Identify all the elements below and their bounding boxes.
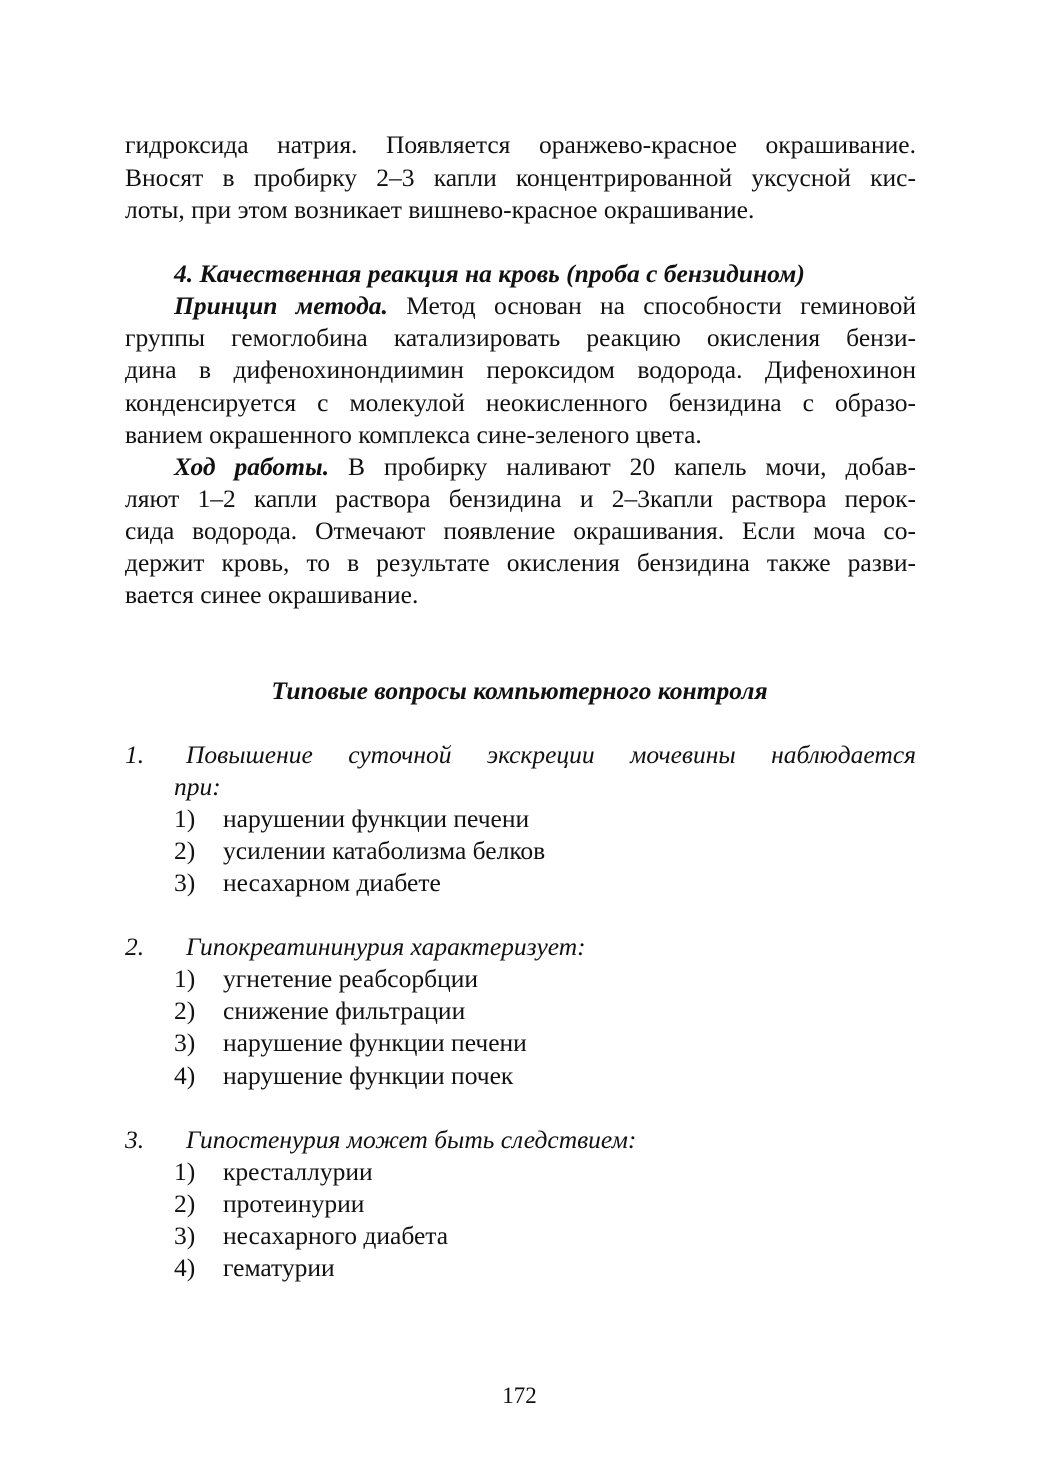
procedure-line: сида водорода. Отмечают появление окрашивания. Если моча со-: [125, 516, 916, 545]
page-number: 172: [502, 1383, 537, 1408]
principle-line: группы гемоглобина катализировать реакцию окисления бензи-: [125, 323, 916, 352]
option-text: гематурии: [223, 1253, 335, 1282]
option-text: кресталлурии: [223, 1157, 373, 1186]
principle-line: дина в дифенохинондиимин пероксидом водорода. Дифенохинон: [125, 355, 916, 384]
procedure-first-text: В пробирку наливают 20 капель мочи, добав-: [329, 452, 917, 481]
question-number: 2.: [125, 932, 145, 961]
option-number: 3): [174, 1221, 196, 1250]
intro-line-3: лоты, при этом возникает вишнево-красное окрашивание.: [125, 195, 755, 224]
principle-label: Принцип метода.: [174, 291, 388, 320]
option-number: 1): [174, 964, 196, 993]
question-text: Гипостенурия может быть следствием:: [186, 1125, 637, 1154]
procedure-line: держит кровь, то в результате окисления бензидина также разви-: [125, 548, 916, 577]
question-text: Гипокреатининурия характеризует:: [186, 932, 586, 961]
procedure-label: Ход работы.: [174, 452, 330, 481]
option-text: снижение фильтрации: [223, 996, 466, 1025]
option-text: несахарного диабета: [223, 1221, 449, 1250]
option-number: 2): [174, 1189, 196, 1218]
option-text: угнетение реабсорбции: [223, 964, 479, 993]
option-number: 3): [174, 1028, 196, 1057]
procedure-line: вается синее окрашивание.: [125, 580, 419, 609]
intro-line-1: гидроксида натрия. Появляется оранжево-красное окрашивание.: [125, 130, 916, 159]
procedure-line: ляют 1–2 капли раствора бензидина и 2–3капли раствора перок-: [125, 484, 916, 513]
option-text: несахарном диабете: [223, 868, 441, 897]
option-number: 4): [174, 1061, 196, 1090]
procedure-first-line: [174, 451, 916, 483]
option-text: усилении катаболизма белков: [223, 836, 546, 865]
section-heading: 4. Качественная реакция на кровь (проба с бензидином): [174, 259, 805, 288]
principle-line: конденсируется с молекулой неокисленного бензидина с образо-: [125, 388, 916, 417]
option-number: 1): [174, 1157, 196, 1186]
principle-first-line: [174, 290, 916, 322]
question-text: Повышение суточной экскреции мочевины наблюдается: [186, 740, 916, 769]
option-number: 2): [174, 836, 196, 865]
question-number: 1.: [125, 740, 145, 769]
option-text: нарушении функции печени: [223, 804, 530, 833]
question-number: 3.: [125, 1125, 145, 1154]
question-text-continued: при:: [174, 772, 221, 801]
option-number: 1): [174, 804, 196, 833]
option-text: нарушение функции печени: [223, 1028, 527, 1057]
principle-first-text: Метод основан на способности геминовой: [387, 291, 916, 320]
intro-line-2: Вносят в пробирку 2–3 капли концентрированной уксусной кис-: [125, 163, 916, 192]
principle-line: ванием окрашенного комплекса сине-зеленого цвета.: [125, 420, 702, 449]
questions-title: Типовые вопросы компьютерного контроля: [271, 676, 768, 705]
option-text: протеинурии: [223, 1189, 365, 1218]
option-number: 2): [174, 996, 196, 1025]
option-number: 4): [174, 1253, 196, 1282]
option-text: нарушение функции почек: [223, 1061, 514, 1090]
option-number: 3): [174, 868, 196, 897]
